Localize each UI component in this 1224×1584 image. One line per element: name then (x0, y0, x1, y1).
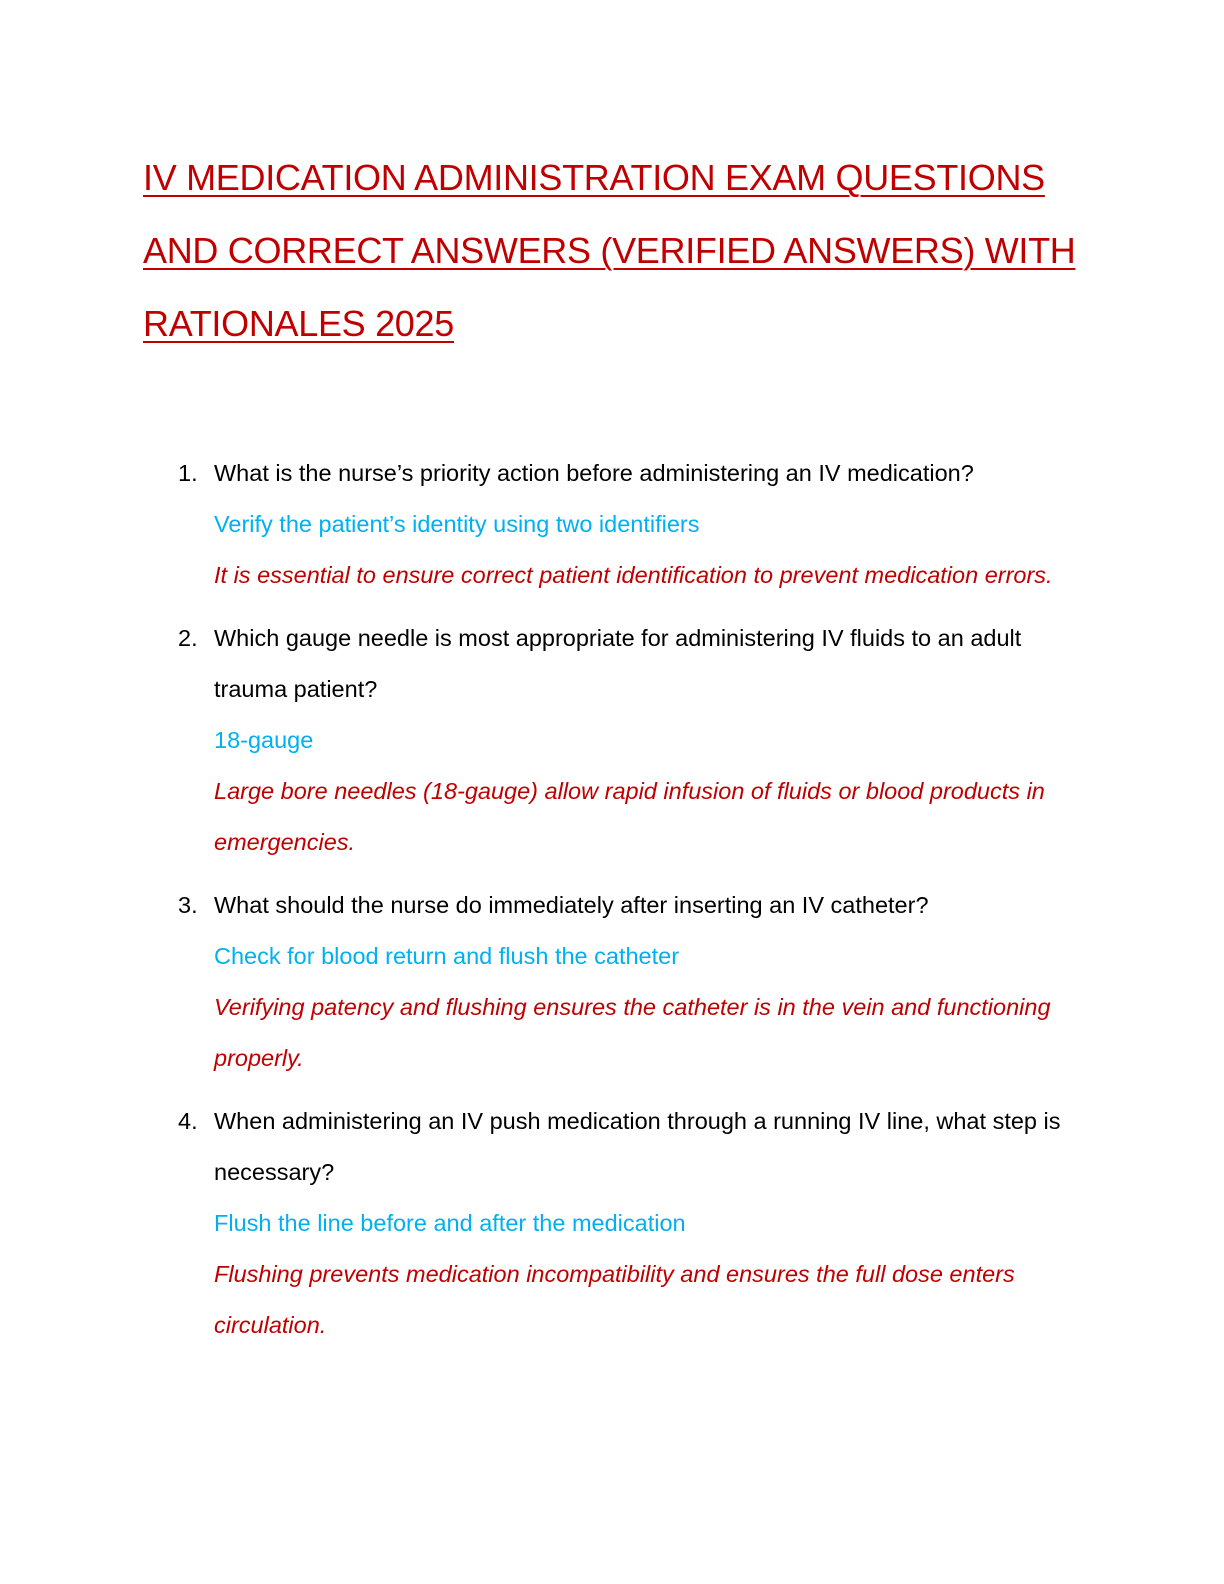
question-item-4 (0, 1096, 1074, 1351)
answer-text: Flush the line before and after the medication (214, 1210, 686, 1236)
question-number: 4. (178, 1108, 198, 1134)
question-text: When administering an IV push medication through a running IV line, what step is necessary? (214, 1108, 1061, 1185)
document-title (143, 141, 1083, 360)
question-number: 1. (178, 460, 198, 486)
rationale-text: Large bore needles (18-gauge) allow rapid infusion of fluids or blood products in emergencies. (214, 778, 1045, 855)
title-line-3: RATIONALES 2025 (143, 303, 454, 344)
rationale-text: Flushing prevents medication incompatibility and ensures the full dose enters circulation. (214, 1261, 1015, 1338)
title-line-1: IV MEDICATION ADMINISTRATION EXAM QUESTIONS (143, 157, 1045, 198)
question-number: 3. (178, 892, 198, 918)
question-text: What should the nurse do immediately after inserting an IV catheter? (214, 892, 929, 918)
question-text: Which gauge needle is most appropriate for administering IV fluids to an adult trauma patient? (214, 625, 1022, 702)
question-item-1 (0, 448, 1074, 601)
answer-text: Check for blood return and flush the catheter (214, 943, 680, 969)
answer-text: Verify the patient’s identity using two identifiers (214, 511, 700, 537)
question-number: 2. (178, 625, 198, 651)
question-list (0, 448, 1224, 1363)
rationale-text: It is essential to ensure correct patient identification to prevent medication errors. (214, 562, 1053, 588)
answer-text: 18-gauge (214, 727, 314, 753)
question-item-3 (0, 880, 1074, 1084)
title-line-2: AND CORRECT ANSWERS (VERIFIED ANSWERS) WITH (143, 230, 1076, 271)
rationale-text: Verifying patency and flushing ensures the catheter is in the vein and functioning properly. (214, 994, 1051, 1071)
question-text: What is the nurse’s priority action before administering an IV medication? (214, 460, 974, 486)
question-item-2 (0, 613, 1074, 868)
